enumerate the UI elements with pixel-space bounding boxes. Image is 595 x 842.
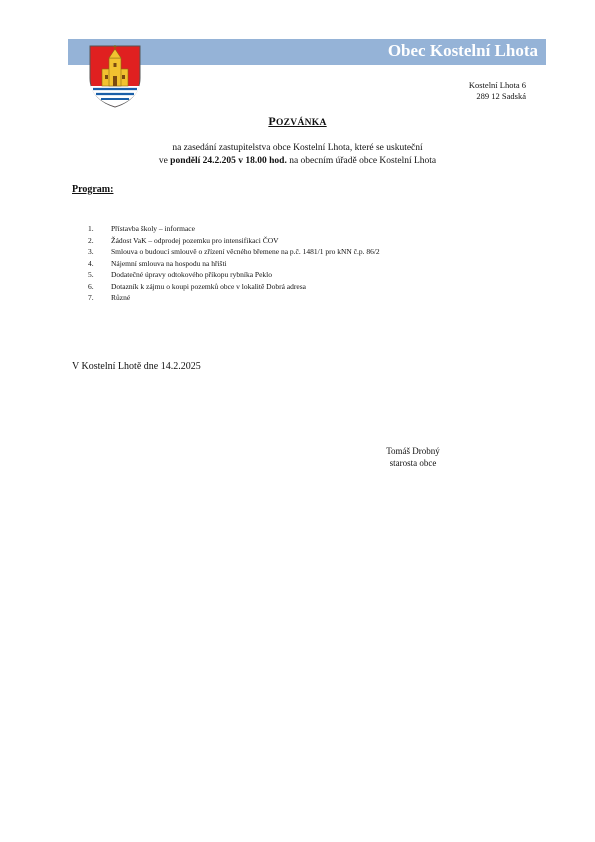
- agenda-item-text: Smlouva o budoucí smlouvě o zřízení věcného břemene na p.č. 1481/1 pro kNN č.p. 86/2: [111, 247, 380, 256]
- agenda-item-text: Přístavba školy – informace: [111, 224, 195, 233]
- meeting-intro: [0, 142, 595, 168]
- agenda-item: [88, 223, 380, 235]
- municipality-title: Obec Kostelní Lhota: [387, 41, 538, 60]
- agenda-item-number: 6.: [88, 281, 94, 291]
- address-line-city: 289 12 Sadská: [476, 91, 526, 101]
- agenda-item-number: 4.: [88, 258, 94, 268]
- agenda-item-number: 2.: [88, 235, 94, 245]
- place-and-date: V Kostelní Lhotě dne 14.2.2025: [72, 361, 201, 372]
- document-title-initial: P: [268, 114, 276, 128]
- agenda-item: [88, 258, 380, 270]
- village-crest-church-icon: [86, 44, 144, 108]
- meeting-date-time: pondělí 24.2.205 v 18.00 hod.: [170, 156, 287, 166]
- agenda-item-number: 1.: [88, 224, 94, 233]
- intro-line-1: na zasedání zastupitelstva obce Kostelní Lhota, které se uskuteční: [172, 143, 423, 153]
- agenda-item-text: Různé: [111, 293, 131, 302]
- document-title-rest: OZVÁNKA: [275, 118, 327, 128]
- office-address: [469, 80, 526, 102]
- agenda-item: [88, 269, 380, 281]
- signatory-role: starosta obce: [389, 458, 437, 468]
- agenda-item-text: Žádost VaK – odprodej pozemku pro intensifikaci ČOV: [111, 235, 279, 245]
- address-line-street: Kostelní Lhota 6: [468, 80, 526, 90]
- agenda-item: [88, 281, 380, 293]
- agenda-item: [88, 235, 380, 247]
- document-title: [0, 114, 595, 129]
- signatory-name: Tomáš Drobný: [386, 446, 440, 456]
- agenda-list: [88, 223, 380, 304]
- agenda-item: [88, 246, 380, 258]
- agenda-item: [88, 292, 380, 304]
- agenda-item-number: 5.: [88, 270, 94, 279]
- intro-line-2-prefix: ve: [158, 156, 171, 166]
- agenda-item-text: Dotazník k zájmu o koupi pozemků obce v lokalitě Dobrá adresa: [111, 281, 306, 291]
- intro-line-2: [0, 155, 595, 168]
- signature-block: [370, 445, 456, 469]
- intro-line-2-suffix: na obecním úřadě obce Kostelní Lhota: [286, 156, 437, 166]
- program-heading: Program:: [72, 184, 114, 195]
- agenda-item-text: Nájemní smlouva na hospodu na hřišti: [111, 258, 227, 268]
- agenda-item-number: 3.: [88, 247, 94, 256]
- agenda-item-number: 7.: [88, 293, 94, 302]
- agenda-item-text: Dodatečné úpravy odtokového příkopu rybníka Peklo: [111, 270, 273, 279]
